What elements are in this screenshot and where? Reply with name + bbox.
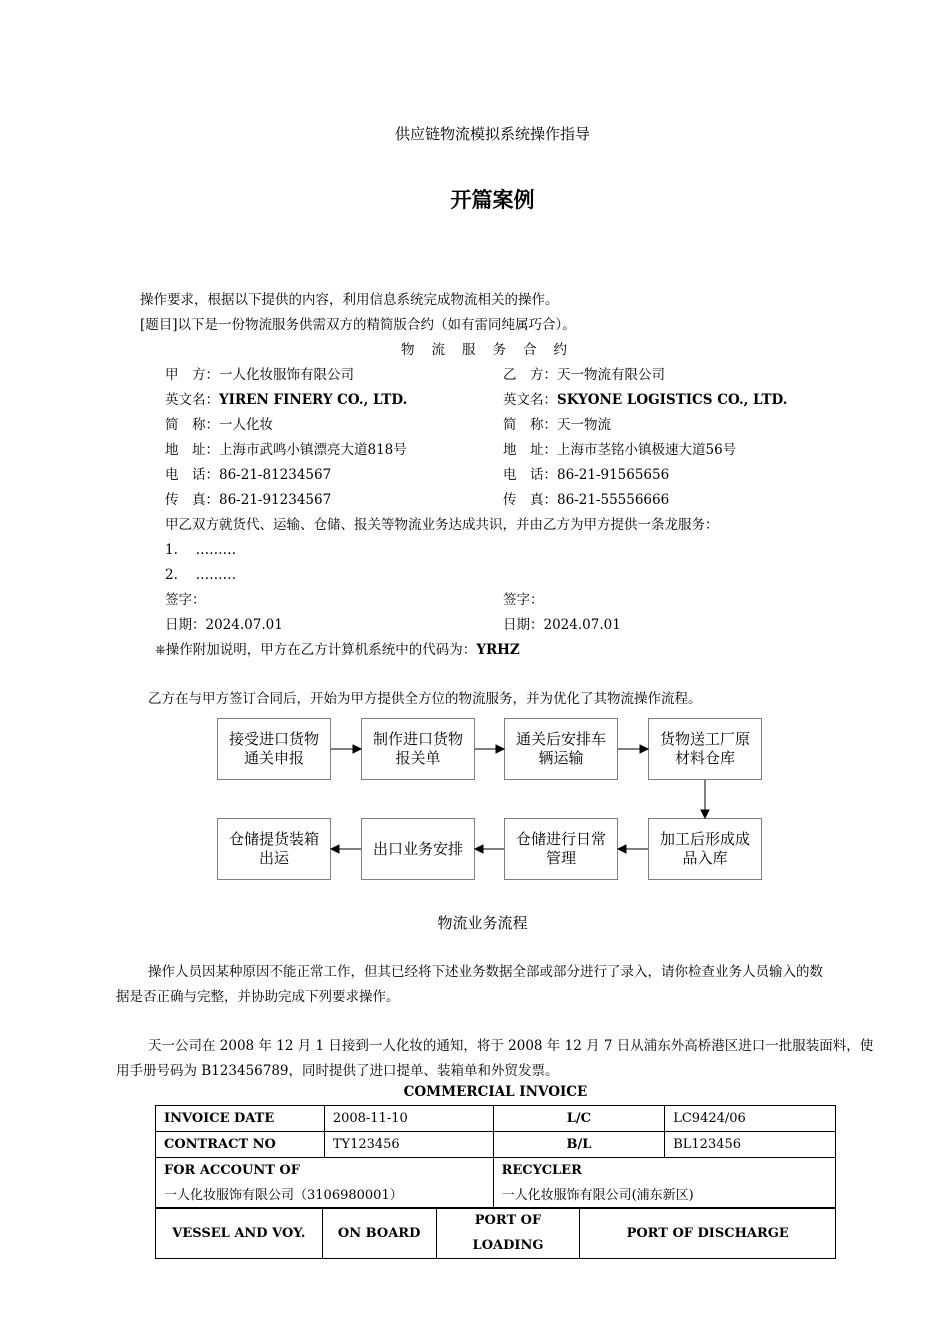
paragraph-2-line-1: 天一公司在 2008 年 12 月 1 日接到一人化妆的通知，将于 2008 年 12 月 7 日从浦东外高桥港区进口一批服装面料，使 <box>148 1038 874 1054</box>
paragraph-1-line-2: 据是否正确与完整，并协助完成下列要求操作。 <box>116 989 400 1005</box>
party-b-date: 日期：2024.07.01 <box>503 617 621 633</box>
party-a-english: 英文名：YIREN FINERY CO., LTD. <box>165 392 408 408</box>
table-row <box>156 1106 836 1132</box>
on-board-label: ON BOARD <box>322 1208 436 1259</box>
agreement-item-2: 2. ……… <box>165 567 237 583</box>
operation-note: ⎈操作附加说明，甲方在乙方计算机系统中的代码为：YRHZ <box>155 642 520 658</box>
party-a-fax: 传 真：86-21-91234567 <box>165 492 332 508</box>
flow-step-2: 制作进口货物报关单 <box>361 718 475 780</box>
arrow-right-2 <box>475 745 504 753</box>
operation-requirement: 操作要求，根据以下提供的内容，利用信息系统完成物流相关的操作。 <box>140 292 559 308</box>
invoice-title: COMMERCIAL INVOICE <box>403 1084 588 1100</box>
for-account-value: 一人化妆服饰有限公司（3106980001） <box>164 1188 403 1203</box>
party-a-date: 日期：2024.07.01 <box>165 617 283 633</box>
recycler-cell <box>493 1158 835 1209</box>
flow-caption: 物流业务流程 <box>437 914 528 932</box>
contract-no-value: TY123456 <box>324 1132 493 1158</box>
recycler-value: 一人化妆服饰有限公司(浦东新区) <box>501 1188 694 1203</box>
flow-step-3: 通关后安排车辆运输 <box>504 718 618 780</box>
party-b-address: 地 址：上海市茎铭小镇极速大道56号 <box>503 442 737 458</box>
invoice-table <box>155 1105 836 1209</box>
party-b-short: 简 称：天一物流 <box>503 417 611 433</box>
question-text: [题目]以下是一份物流服务供需双方的精简版合约（如有雷同纯属巧合）。 <box>140 317 576 333</box>
contract-title: 物流服务合约 <box>401 342 584 358</box>
for-account-cell <box>156 1158 494 1209</box>
table-row <box>156 1158 836 1209</box>
party-b-fax: 传 真：86-21-55556666 <box>503 492 670 508</box>
document-subtitle: 供应链物流模拟系统操作指导 <box>394 125 590 143</box>
port-of-discharge-label: PORT OF DISCHARGE <box>580 1208 836 1259</box>
party-b-signature: 签字： <box>503 592 544 608</box>
party-a-name: 甲 方：一人化妆服饰有限公司 <box>165 367 354 383</box>
vessel-voy-label: VESSEL AND VOY. <box>156 1208 323 1259</box>
party-b-english: 英文名：SKYONE LOGISTICS CO., LTD. <box>503 392 788 408</box>
arrow-left-2 <box>475 845 504 853</box>
flow-step-1: 接受进口货物通关申报 <box>217 718 331 780</box>
arrow-right-3 <box>618 745 648 753</box>
table-row <box>156 1208 836 1259</box>
shipping-table <box>155 1207 836 1259</box>
invoice-date-value: 2008-11-10 <box>324 1106 493 1132</box>
flow-step-6: 仓储进行日常管理 <box>504 818 618 880</box>
document-title: 开篇案例 <box>450 188 535 212</box>
flow-intro: 乙方在与甲方签订合同后，开始为甲方提供全方位的物流服务，并为优化了其物流操作流程。 <box>148 691 702 707</box>
paragraph-2-line-2: 用手册号码为 B123456789，同时提供了进口提单、装箱单和外贸发票。 <box>116 1063 559 1079</box>
flow-step-5: 加工后形成成品入库 <box>648 818 762 880</box>
arrow-left-3 <box>331 845 361 853</box>
party-a-address: 地 址：上海市武鸣小镇漂亮大道818号 <box>165 442 407 458</box>
flow-step-7: 出口业务安排 <box>361 818 475 880</box>
invoice-date-label: INVOICE DATE <box>156 1106 325 1132</box>
flow-step-8: 仓储提货装箱出运 <box>217 818 331 880</box>
lc-value: LC9424/06 <box>665 1106 836 1132</box>
arrow-right-1 <box>331 745 361 753</box>
bl-label: B/L <box>493 1132 665 1158</box>
arrow-left-1 <box>618 845 648 853</box>
party-a-phone: 电 话：86-21-81234567 <box>165 467 332 483</box>
party-b-phone: 电 话：86-21-91565656 <box>503 467 670 483</box>
party-a-signature: 签字： <box>165 592 206 608</box>
lc-label: L/C <box>493 1106 665 1132</box>
party-a-short: 简 称：一人化妆 <box>165 417 273 433</box>
agreement-item-1: 1. ……… <box>165 542 237 558</box>
agreement-text: 甲乙双方就货代、运输、仓储、报关等物流业务达成共识，并由乙方为甲方提供一条龙服务： <box>165 517 719 533</box>
port-of-loading-label: PORT OF LOADING <box>436 1208 580 1259</box>
table-row <box>156 1132 836 1158</box>
flow-step-4: 货物送工厂原材料仓库 <box>648 718 762 780</box>
recycler-label: RECYCLER <box>501 1163 582 1178</box>
for-account-label: FOR ACCOUNT OF <box>164 1163 300 1178</box>
contract-no-label: CONTRACT NO <box>156 1132 325 1158</box>
party-b-name: 乙 方：天一物流有限公司 <box>503 367 665 383</box>
bl-value: BL123456 <box>665 1132 836 1158</box>
arrow-down <box>701 780 709 818</box>
paragraph-1-line-1: 操作人员因某种原因不能正常工作，但其已经将下述业务数据全部或部分进行了录入，请你检查业务人员输入的数 <box>148 964 823 980</box>
